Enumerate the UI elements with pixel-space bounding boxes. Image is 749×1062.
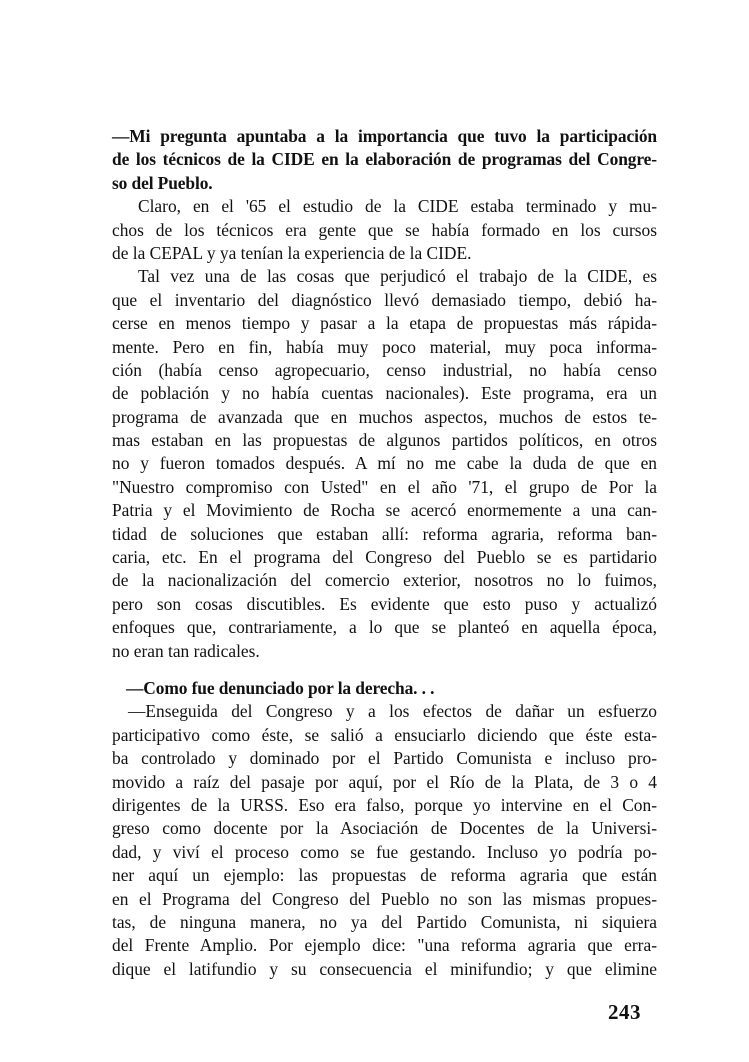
answer-paragraph (112, 700, 657, 981)
paragraph-line: dad, y viví el proceso como se fue gestando. Incluso yo podría po- (112, 841, 657, 862)
interview-question (112, 125, 657, 195)
paragraph-line: mente. Pero en fin, había muy poco material, muy poca informa- (112, 336, 657, 357)
paragraph-line: dirigentes de la URSS. Eso era falso, porque yo intervine en el Con- (112, 794, 657, 815)
paragraph-line: Tal vez una de las cosas que perjudicó el trabajo de la CIDE, es (138, 266, 657, 287)
page-number: 243 (608, 1000, 641, 1024)
paragraph-line: cerse en menos tiempo y pasar a la etapa de propuestas más rápida- (112, 313, 657, 334)
paragraph-line: tidad de soluciones que estaban allí: reforma agraria, reforma ban- (112, 523, 657, 544)
paragraph-line: ción (había censo agropecuario, censo industrial, no había censo (112, 359, 657, 380)
paragraph-line: chos de los técnicos era gente que se había formado en los cursos (112, 219, 657, 240)
question-line: so del Pueblo. (112, 172, 213, 193)
question-line: de los técnicos de la CIDE en la elaboración de programas del Congre- (112, 149, 657, 170)
answer-paragraph (112, 265, 657, 663)
section-cide (112, 125, 657, 663)
question-line: —Como fue denunciado por la derecha. . . (126, 678, 435, 698)
paragraph-line: mas estaban en las propuestas de algunos partidos políticos, en otros (112, 430, 657, 451)
paragraph-line: no y fueron tomados después. A mí no me cabe la duda de que en (112, 453, 657, 474)
paragraph-line: en el Programa del Congreso del Pueblo no son las mismas propues- (112, 888, 657, 909)
paragraph-line: de la nacionalización del comercio exterior, nosotros no lo fuimos, (112, 570, 657, 591)
paragraph-line: del Frente Amplio. Por ejemplo dice: "una reforma agraria que erra- (112, 935, 657, 956)
paragraph-line: movido a raíz del pasaje por aquí, por el Río de la Plata, de 3 o 4 (112, 771, 657, 792)
answer-paragraph (112, 195, 657, 265)
paragraph-line: no eran tan radicales. (112, 640, 260, 661)
paragraph-line: "Nuestro compromiso con Usted" en el año '71, el grupo de Por la (112, 476, 657, 497)
paragraph-line: ba controlado y dominado por el Partido Comunista e incluso pro- (112, 748, 657, 769)
question-line: —Mi pregunta apuntaba a la importancia que tuvo la participación (112, 126, 657, 146)
paragraph-line: de la CEPAL y ya tenían la experiencia de la CIDE. (112, 242, 472, 263)
paragraph-line: de población y no había cuentas nacionales). Este programa, era un (112, 383, 657, 404)
paragraph-line: greso como docente por la Asociación de Docentes de la Universi- (112, 818, 657, 839)
paragraph-line: enfoques que, contrariamente, a lo que se planteó en aquella época, (112, 617, 657, 638)
paragraph-line: participativo como éste, se salió a ensuciarlo diciendo que éste esta- (112, 724, 657, 745)
paragraph-line: dique el latifundio y su consecuencia el minifundio; y que elimine (112, 958, 657, 979)
paragraph-line: Patria y el Movimiento de Rocha se acercó enormemente a una can- (112, 500, 657, 521)
section-derecha (112, 677, 657, 981)
paragraph-line: programa de avanzada que en muchos aspectos, muchos de estos te- (112, 406, 657, 427)
paragraph-line: tas, de ninguna manera, no ya del Partido Comunista, ni siquiera (112, 911, 657, 932)
paragraph-line: caria, etc. En el programa del Congreso del Pueblo se es partidario (112, 547, 657, 568)
paragraph-line: pero son cosas discutibles. Es evidente que esto puso y actualizó (112, 593, 657, 614)
interview-question (112, 677, 657, 700)
paragraph-line: —Enseguida del Congreso y a los efectos de dañar un esfuerzo (128, 701, 657, 722)
paragraph-line: Claro, en el '65 el estudio de la CIDE estaba terminado y mu- (138, 196, 657, 217)
paragraph-line: ner aquí un ejemplo: las propuestas de reforma agraria que están (112, 865, 657, 886)
paragraph-line: que el inventario del diagnóstico llevó demasiado tiempo, debió ha- (112, 289, 657, 310)
